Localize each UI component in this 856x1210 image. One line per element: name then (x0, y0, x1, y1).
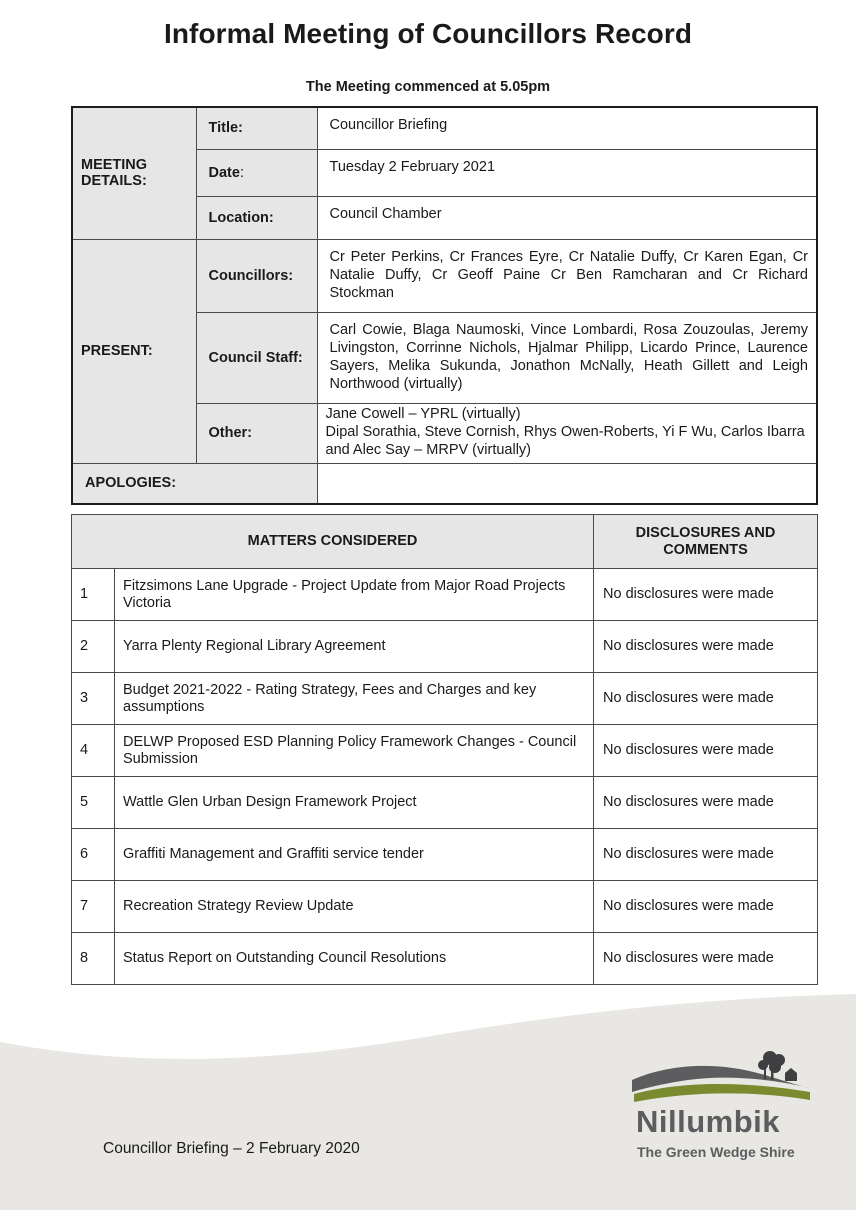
matter-disclosure: No disclosures were made (594, 881, 818, 933)
title-label: Title: (196, 107, 317, 149)
date-label-text: Date (208, 164, 240, 181)
other-value (317, 403, 817, 463)
date-value: Tuesday 2 February 2021 (317, 149, 817, 196)
other-label: Other: (196, 403, 317, 463)
matter-topic: Yarra Plenty Regional Library Agreement (115, 621, 594, 673)
matter-number: 8 (72, 933, 115, 985)
matters-considered-header: MATTERS CONSIDERED (72, 515, 594, 569)
matter-topic: DELWP Proposed ESD Planning Policy Framework Changes - Council Submission (115, 725, 594, 777)
matter-topic: Budget 2021-2022 - Rating Strategy, Fees and Charges and key assumptions (115, 673, 594, 725)
matter-disclosure: No disclosures were made (594, 673, 818, 725)
other-line-1: Jane Cowell – YPRL (virtually) (325, 405, 521, 422)
present-section: PRESENT: (72, 239, 196, 463)
footer-text: Councillor Briefing – 2 February 2020 (103, 1140, 360, 1157)
council-staff-value: Carl Cowie, Blaga Naumoski, Vince Lombardi, Rosa Zouzoulas, Jeremy Livingston, Corrinne Nichols, Hjalmar Philipp, Licardo Prince, Laurence Sayers, Melika Sukunda, Jonathon McNally, Heath Gillett and Leigh Northwood (virtually) (317, 312, 817, 403)
matters-body (72, 569, 818, 985)
title-value: Councillor Briefing (317, 107, 817, 149)
other-line-2: Dipal Sorathia, Steve Cornish, Rhys Owen-Roberts, Yi F Wu, Carlos Ibarra and Alec Say – MRPV (virtually) (325, 423, 805, 458)
councillors-label: Councillors: (196, 239, 317, 312)
council-staff-label: Council Staff: (196, 312, 317, 403)
date-label-colon: : (239, 164, 244, 181)
logo-name: Nillumbik (636, 1104, 781, 1139)
meeting-details-section: MEETING DETAILS: (72, 107, 196, 239)
matter-number: 1 (72, 569, 115, 621)
matter-disclosure: No disclosures were made (594, 933, 818, 985)
logo-tagline: The Green Wedge Shire (637, 1144, 795, 1160)
table-row (72, 933, 818, 985)
table-row (72, 725, 818, 777)
matter-number: 4 (72, 725, 115, 777)
meeting-start-time: The Meeting commenced at 5.05pm (305, 79, 551, 95)
matters-table (71, 514, 818, 985)
matter-number: 6 (72, 829, 115, 881)
matter-disclosure: No disclosures were made (594, 569, 818, 621)
matter-topic: Status Report on Outstanding Council Resolutions (115, 933, 594, 985)
matter-number: 5 (72, 777, 115, 829)
matter-disclosure: No disclosures were made (594, 621, 818, 673)
table-row (72, 673, 818, 725)
matter-topic: Recreation Strategy Review Update (115, 881, 594, 933)
councillors-value: Cr Peter Perkins, Cr Frances Eyre, Cr Natalie Duffy, Cr Karen Egan, Cr Natalie Duffy, Cr Geoff Paine Cr Ben Ramcharan and Cr Richard Stockman (317, 239, 817, 312)
location-label: Location: (196, 196, 317, 239)
table-row (72, 829, 818, 881)
matter-topic: Graffiti Management and Graffiti service tender (115, 829, 594, 881)
document-title: Informal Meeting of Councillors Record (163, 18, 693, 49)
matter-topic: Fitzsimons Lane Upgrade - Project Update from Major Road Projects Victoria (115, 569, 594, 621)
matter-disclosure: No disclosures were made (594, 777, 818, 829)
meeting-details-table (71, 106, 818, 505)
table-row (72, 881, 818, 933)
apologies-value (317, 463, 817, 504)
disclosures-header: DISCLOSURES AND COMMENTS (594, 515, 818, 569)
matter-disclosure: No disclosures were made (594, 829, 818, 881)
location-value: Council Chamber (317, 196, 817, 239)
matter-topic: Wattle Glen Urban Design Framework Project (115, 777, 594, 829)
matter-number: 3 (72, 673, 115, 725)
date-label (196, 149, 317, 196)
matter-number: 2 (72, 621, 115, 673)
matter-disclosure: No disclosures were made (594, 725, 818, 777)
matter-number: 7 (72, 881, 115, 933)
apologies-label: APOLOGIES: (72, 463, 317, 504)
table-row (72, 621, 818, 673)
table-row (72, 777, 818, 829)
table-row (72, 569, 818, 621)
